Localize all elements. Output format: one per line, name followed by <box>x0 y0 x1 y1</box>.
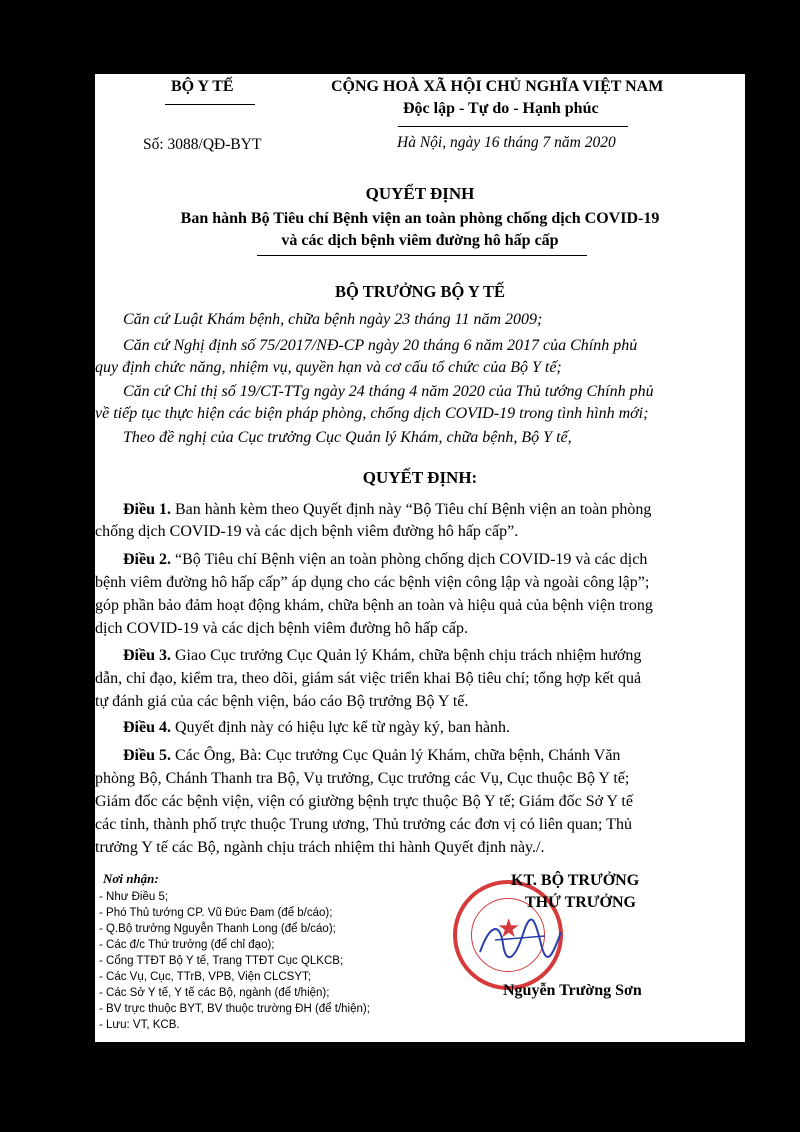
article-5-text: Các Ông, Bà: Cục trưởng Cục Quản lý Khám, chữa bệnh, Chánh Văn <box>171 747 621 764</box>
recipient-item: - Phó Thủ tướng CP. Vũ Đức Đam (để b/cáo); <box>99 907 333 919</box>
issuing-authority: BỘ TRƯỞNG BỘ Y TẾ <box>335 282 505 301</box>
document-number: Số: 3088/QĐ-BYT <box>143 136 262 153</box>
signer-title: THỨ TRƯỞNG <box>525 894 636 911</box>
recipient-item: - Cổng TTĐT Bộ Y tế, Trang TTĐT Cục QLKCB; <box>99 955 344 967</box>
article-2 <box>95 548 745 572</box>
decides-heading: QUYẾT ĐỊNH: <box>362 468 478 487</box>
ministry-rule <box>165 104 255 105</box>
issue-date-place: Hà Nội, ngày 16 tháng 7 năm 2020 <box>397 134 616 151</box>
article-2-cont1: bệnh viêm đường hô hấp cấp” áp dụng cho các bệnh viện công lập và ngoài công lập”; <box>95 574 650 591</box>
recipient-item: - Lưu: VT, KCB. <box>99 1019 180 1031</box>
article-1-text: Ban hành kèm theo Quyết định này “Bộ Tiêu chí Bệnh viện an toàn phòng <box>171 501 652 518</box>
motto-rule <box>398 126 628 127</box>
subject-underline <box>257 255 587 256</box>
article-5-cont1: phòng Bộ, Chánh Thanh tra Bộ, Vụ trưởng, Cục trưởng các Vụ, Cục thuộc Bộ Y tế; <box>95 770 630 787</box>
article-5-cont3: các tỉnh, thành phố trực thuộc Trung ương, Thủ trưởng các đơn vị có liên quan; Thủ <box>95 816 632 833</box>
article-5-label: Điều 5. <box>123 747 171 764</box>
legal-basis-3-cont: về tiếp tục thực hiện các biện pháp phòng, chống dịch COVID-19 trong tình hình mới; <box>95 405 649 422</box>
article-4 <box>95 716 745 740</box>
legal-basis-4: Theo đề nghị của Cục trưởng Cục Quản lý Khám, chữa bệnh, Bộ Y tế, <box>123 429 572 446</box>
article-3 <box>95 644 745 668</box>
recipient-item: - Như Điều 5; <box>99 891 169 903</box>
article-3-cont2: tự đánh giá của các bệnh viện, báo cáo Bộ trưởng Bộ Y tế. <box>95 693 469 710</box>
article-2-label: Điều 2. <box>123 551 171 568</box>
article-5-cont4: trưởng Y tế các Bộ, ngành chịu trách nhiệm thi hành Quyết định này./. <box>95 839 545 856</box>
decision-title: QUYẾT ĐỊNH <box>365 184 475 203</box>
legal-basis-2-cont: quy định chức năng, nhiệm vụ, quyền hạn và cơ cấu tổ chức của Bộ Y tế; <box>95 359 562 376</box>
article-1-label: Điều 1. <box>123 501 171 518</box>
article-2-cont2: góp phần bảo đảm hoạt động khám, chữa bệnh an toàn và hiệu quả của bệnh viện trong <box>95 597 653 614</box>
decision-subject-line2: và các dịch bệnh viêm đường hô hấp cấp <box>281 232 559 249</box>
document-page <box>95 74 745 1042</box>
recipients-heading: Nơi nhận: <box>103 871 159 886</box>
article-1 <box>95 498 745 522</box>
nation-motto: Độc lập - Tự do - Hạnh phúc <box>403 100 599 117</box>
recipient-item: - Các Sở Y tế, Y tế các Bộ, ngành (để t/hiện); <box>99 987 330 999</box>
decision-subject-line1: Ban hành Bộ Tiêu chí Bệnh viện an toàn phòng chống dịch COVID-19 <box>180 210 660 227</box>
recipient-item: - Các đ/c Thứ trưởng (để chỉ đạo); <box>99 939 275 951</box>
signer-capacity: KT. BỘ TRƯỞNG <box>511 872 640 889</box>
article-1-cont: chống dịch COVID-19 và các dịch bệnh viêm đường hô hấp cấp”. <box>95 523 519 540</box>
recipient-item: - Các Vụ, Cục, TTrB, VPB, Viện CLCSYT; <box>99 971 311 983</box>
article-2-text: “Bộ Tiêu chí Bệnh viện an toàn phòng chống dịch COVID-19 và các dịch <box>171 551 648 568</box>
article-5 <box>95 744 745 768</box>
ministry-name: BỘ Y TẾ <box>171 78 234 95</box>
article-4-label: Điều 4. <box>123 719 171 736</box>
article-3-cont1: dẫn, chỉ đạo, kiểm tra, theo dõi, giám sát việc triển khai Bộ tiêu chí; tổng hợp kết quả <box>95 670 642 687</box>
legal-basis-3: Căn cứ Chỉ thị số 19/CT-TTg ngày 24 tháng 4 năm 2020 của Thủ tướng Chính phủ <box>123 383 654 400</box>
article-4-text: Quyết định này có hiệu lực kể từ ngày ký, ban hành. <box>171 719 511 736</box>
nation-title: CỘNG HOÀ XÃ HỘI CHỦ NGHĨA VIỆT NAM <box>331 78 664 95</box>
article-3-text: Giao Cục trưởng Cục Quản lý Khám, chữa bệnh chịu trách nhiệm hướng <box>171 647 642 664</box>
article-3-label: Điều 3. <box>123 647 171 664</box>
handwritten-signature-icon <box>475 914 565 964</box>
article-2-cont3: dịch COVID-19 và các dịch bệnh viêm đường hô hấp cấp. <box>95 620 469 637</box>
legal-basis-2: Căn cứ Nghị định số 75/2017/NĐ-CP ngày 20 tháng 6 năm 2017 của Chính phủ <box>123 337 638 354</box>
recipient-item: - BV trực thuộc BYT, BV thuộc trường ĐH (để t/hiện); <box>99 1003 370 1015</box>
legal-basis-1: Căn cứ Luật Khám bệnh, chữa bệnh ngày 23 tháng 11 năm 2009; <box>123 311 543 328</box>
recipient-item: - Q.Bộ trưởng Nguyễn Thanh Long (để b/cáo); <box>99 923 336 935</box>
article-5-cont2: Giám đốc các bệnh viện, viện có giường bệnh trực thuộc Bộ Y tế; Giám đốc Sở Y tế <box>95 793 633 810</box>
seal-star-icon: ★ <box>497 914 521 943</box>
signer-name: Nguyễn Trường Sơn <box>503 982 642 999</box>
